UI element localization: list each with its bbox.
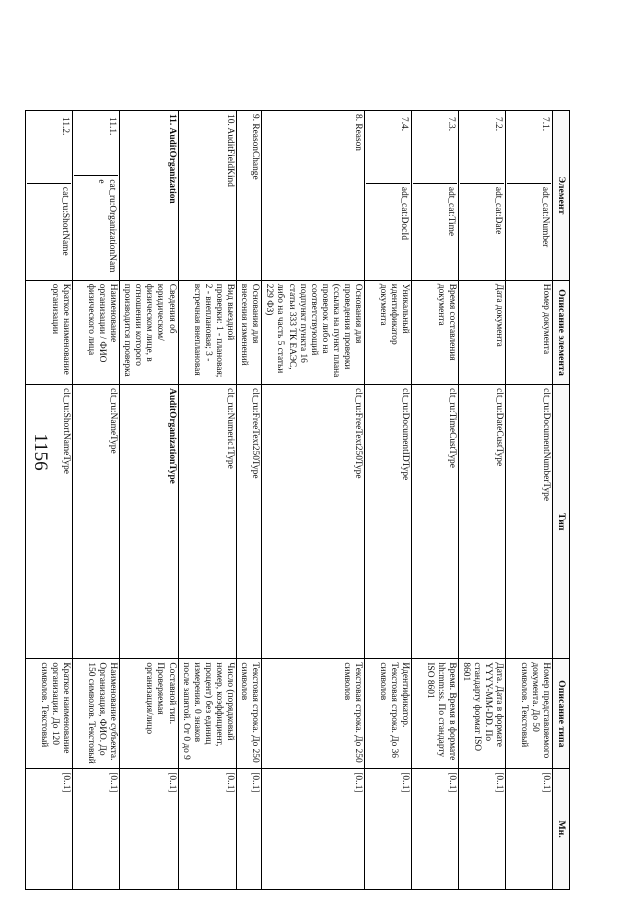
element-cell-wrap [27, 114, 71, 277]
type-description: Номер представляемого документа. До 50 символов. Текстовый [506, 659, 553, 769]
type-description: Краткое наименование организации. До 120 символов. Текстовый [26, 659, 73, 769]
multiplicity: [0..1] [237, 769, 262, 890]
table-row [237, 111, 262, 890]
schema-table [25, 110, 570, 890]
element-cell-wrap [507, 114, 551, 277]
element-cell [262, 111, 365, 281]
row-number: 11.1. [74, 114, 118, 176]
header-element: Элемент [553, 111, 570, 281]
row-number: 7.3. [413, 114, 457, 184]
type-description: Дата. Дата в формате YYYY-MM-DD. По стандарту формат ISO 8601 [459, 659, 506, 769]
table-row [178, 111, 236, 890]
table-row [120, 111, 178, 890]
type-description: Идентификатор. Текстовая строка. До 36 символов [365, 659, 412, 769]
element-cell [506, 111, 553, 281]
element-name: cat_ru:OrganizationName [96, 179, 118, 273]
row-number: 11.2. [27, 114, 71, 184]
element-name: adt_cat:Date [493, 186, 504, 235]
multiplicity: [0..1] [26, 769, 73, 890]
row-number: 9. [250, 114, 261, 122]
multiplicity: [0..1] [412, 769, 459, 890]
header-type-description: Описание типа [553, 659, 570, 769]
element-cell [237, 111, 262, 281]
multiplicity: [0..1] [262, 769, 365, 890]
type-description: Наименование субъекта. Организация, ФИО. До 150 символов. Текстовый [73, 659, 120, 769]
table-row [506, 111, 553, 890]
element-name: AuditFieldKind [225, 127, 236, 187]
multiplicity: [0..1] [73, 769, 120, 890]
multiplicity: [0..1] [120, 769, 178, 890]
type-cell: clt_ru:NameType [73, 385, 120, 659]
type-description: Составной тип. Проверяемая организация/лицо [120, 659, 178, 769]
element-description: Уникальный идентификатор документа [365, 280, 412, 384]
rotated-table-container [25, 110, 570, 890]
table-row [459, 111, 506, 890]
type-cell: clt_ru:DocumentIDType [365, 385, 412, 659]
element-name: adt_cat:DocId [399, 186, 410, 241]
type-cell: clt_ru:ShortNameType [26, 385, 73, 659]
element-name: ReasonChange [250, 123, 261, 180]
element-name: cat_ru:ShortName [60, 186, 71, 256]
table-header-row [553, 111, 570, 890]
type-cell: clt_ru:TimeCustType [412, 385, 459, 659]
header-multiplicity: Мн. [553, 769, 570, 890]
element-cell-wrap [366, 114, 410, 277]
element-cell-wrap [413, 114, 457, 277]
type-description: Число (порядковый номер, коэффициент, процент) без единиц измерения. 0 знаков после запятой. От 0 до 9 [178, 659, 236, 769]
type-cell: clt_ru:Numeric1Type [178, 385, 236, 659]
type-cell: clt_ru:DocumentNumberType [506, 385, 553, 659]
element-name: adt_cat:Time [446, 186, 457, 237]
row-number: 7.2. [460, 114, 504, 184]
table-row [412, 111, 459, 890]
row-number: 10. [225, 114, 236, 126]
row-number: 7.1. [507, 114, 551, 184]
row-number: 8. [353, 114, 364, 122]
element-cell [365, 111, 412, 281]
type-cell: clt_ru:FreeText250Type [237, 385, 262, 659]
element-cell [26, 111, 73, 281]
table-row [73, 111, 120, 890]
row-number: 11. [166, 114, 177, 126]
element-cell-wrap [460, 114, 504, 277]
table-row [262, 111, 365, 890]
type-description: Время. Время в формате hh:mm:ss. По стандарту ISO 8601 [412, 659, 459, 769]
multiplicity: [0..1] [459, 769, 506, 890]
element-cell-wrap [74, 114, 118, 277]
type-cell: clt_ru:DateCustType [459, 385, 506, 659]
header-element-description: Описание элемента [553, 280, 570, 384]
type-cell: clt_ru:FreeText250Type [262, 385, 365, 659]
element-description: Наименование организации / ФИО физического лица [73, 280, 120, 384]
element-cell [412, 111, 459, 281]
element-description: Краткое наименование организации [26, 280, 73, 384]
multiplicity: [0..1] [178, 769, 236, 890]
row-number: 7.4. [366, 114, 410, 184]
element-description: Основания для проведения проверки (ссылка на пункт плана проверок либо на соответствующий подпункт пункта 16 статьи 333 ТК ЕАЭС, либо на часть 5 статьи 229 ФЗ) [262, 280, 365, 384]
type-description: Текстовая строка. До 250 символов [262, 659, 365, 769]
element-description: Сведения об юридическом/физическом лице, в отношении которого производится проверка [120, 280, 178, 384]
table-row [26, 111, 73, 890]
element-name: AuditOrganization [166, 127, 177, 204]
table-row [365, 111, 412, 890]
element-description: Номер документа [506, 280, 553, 384]
multiplicity: [0..1] [365, 769, 412, 890]
element-cell [178, 111, 236, 281]
element-cell [73, 111, 120, 281]
element-name: adt_cat:Number [540, 186, 551, 248]
header-type: Тип [553, 385, 570, 659]
page-number: 1156 [30, 433, 51, 471]
element-cell [120, 111, 178, 281]
table-body [26, 111, 553, 890]
element-description: Дата документа [459, 280, 506, 384]
type-cell: AuditOrganizationType [120, 385, 178, 659]
element-name: Reason [353, 123, 364, 151]
multiplicity: [0..1] [506, 769, 553, 890]
element-cell [459, 111, 506, 281]
element-description: Время составления документа [412, 280, 459, 384]
element-description: Основания для внесения изменений [237, 280, 262, 384]
element-description: Вид выездной проверки: 1 - плановая; 2 - внеплановая; 3 - встречная внеплановая [178, 280, 236, 384]
type-description: Текстовая строка. До 250 символов [237, 659, 262, 769]
